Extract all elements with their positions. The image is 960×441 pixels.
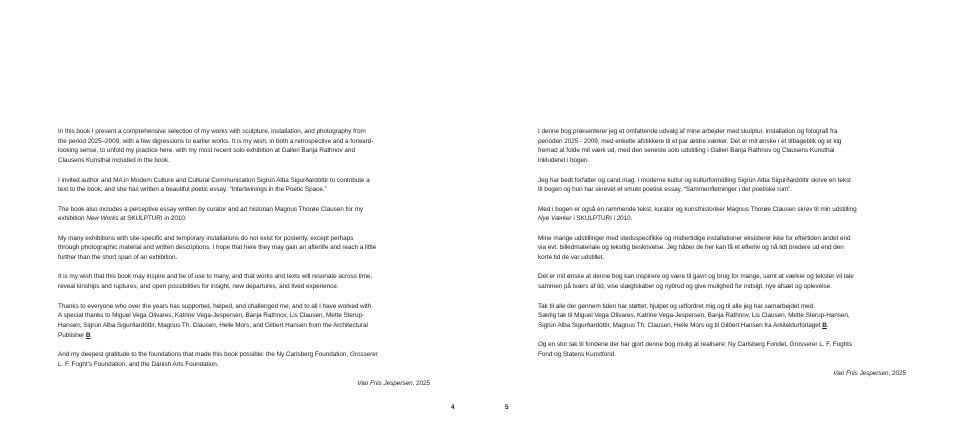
text-line: Det er mit ønske at denne bog kan inspirere og være til gavn og brug for mange, samt at værker og tekster vil tale xyxy=(538,273,854,281)
signature-name: Vao Friis Jespersen xyxy=(833,370,889,378)
text-line: via evt. billedmateriale og tekstlig beskrivelse. Jeg håber de her kan få et efterliv og nå lidt bredere ud end den xyxy=(538,244,844,252)
paragraph xyxy=(58,302,430,341)
text-line: Sigrún Alba Sigurðardóttir, Magnus Th. Clausen, Helle Mors og til Gilbert Hansen fra Arkitekturforlaget B. xyxy=(538,321,829,329)
paragraph xyxy=(538,272,906,291)
text-line: reveal kinships and ruptures, and open possibilities for insight, new departures, and lived experience. xyxy=(58,283,339,291)
text-line: perioden 2025 - 2009, med enkelte afstikkere til et par ældre værker. Det er mit ønske i et tilbageblik og et kig xyxy=(538,137,842,145)
text-line: through photographic material and written descriptions. I hope that here they may gain an afterlife and reach a little xyxy=(58,244,377,252)
text-line: til bogen og hun har skrevet et smukt poetisk essay, “Sammenfletninger i det poetiske rum”. xyxy=(538,186,792,194)
publisher-logo: B xyxy=(85,331,91,339)
text-line: In this book I present a comprehensive selection of my works with sculpture, installation, and photography from xyxy=(58,128,366,135)
paragraph xyxy=(538,340,906,359)
text-line: inkluderet i bogen. xyxy=(538,157,590,165)
text-line: I invited author and MA in Modern Culture and Cultural Communication Sigrún Alba Sigurðardóttir to contribute a xyxy=(58,176,370,184)
text-line: fremad at folde mit værk ud, med den seneste solo udstilling i Galleri Banja Rathnov og Clausens Kunsthal xyxy=(538,147,835,155)
text-line: korte tid de var udstillet. xyxy=(538,254,605,262)
signature-name: Vao Friis Jespersen xyxy=(357,380,413,388)
signature-year: , 2025 xyxy=(888,370,906,378)
paragraph xyxy=(58,176,430,195)
right-page-text xyxy=(538,127,906,379)
text-line: further than the short span of an exhibition. xyxy=(58,254,178,262)
publisher-logo: B xyxy=(822,321,827,329)
text-line: looking sense, to unfold my practice here, with my most recent solo exhibition at Galleri Banja Rathnov and xyxy=(58,147,355,155)
italic-title: Grosserer xyxy=(349,351,378,359)
text-line: Og en stor tak til fondene der har gjort denne bog mulig at realisere: Ny Carlsberg Fondet, Grosserer L. F. Foghts xyxy=(538,341,852,349)
paragraph xyxy=(58,234,430,263)
text-line: And my deepest gratitude to the foundations that made this book possible: the Ny Carlsberg Foundation, Grosserer xyxy=(58,351,378,359)
paragraph xyxy=(58,127,430,166)
signature xyxy=(58,379,430,389)
text-line: Særlig tak til Miguel Vega Olivares, Katrine Vega-Jespersen, Banja Rathnov, Lis Clausen, Mette Sterup-Hansen, xyxy=(538,312,850,320)
page-number-right: 5 xyxy=(505,404,509,411)
text-line: Mine mange udstillinger med stedsspecifikke og midlertidige installationer eksisterer ikke for eftertiden andet end xyxy=(538,234,851,242)
text-line: The book also includes a perceptive essay written by curator and art historian Magnus Thorøe Clausen for my xyxy=(58,205,363,213)
text-line: Jeg har bedt forfatter og cand.mag. i moderne kultur og kulturformidling Sigrún Alba Sigurðardóttir skrive en tekst xyxy=(538,176,851,184)
text-line: Tak til alle der gennem tiden har støttet, hjulpet og udfordret mig og til alle jeg har samarbejdet med. xyxy=(538,302,815,310)
text-line: Clausens Kunsthal included in the book. xyxy=(58,157,170,165)
text-line: Med i bogen er også en rammende tekst, kurator og kunsthistoriker Magnus Thorøe Clausen skrev til min udstilling xyxy=(538,205,857,213)
paragraph xyxy=(58,350,430,369)
italic-title: Nye Værker xyxy=(538,215,572,223)
text-line: A special thanks to Miguel Vega Olivares, Katrine Vega-Jespersen, Banja Rathnov, Lis Clausen, Mette Sterup- xyxy=(58,312,365,320)
paragraph xyxy=(538,127,906,166)
text-line: I denne bog præsenterer jeg et omfattende udvalg af mine arbejder med skulptur, installation og fotografi fra xyxy=(538,128,838,135)
text-line: It is my wish that this book may inspire and be of use to many, and that works and texts will resonate across time, xyxy=(58,273,373,281)
paragraph xyxy=(538,205,906,224)
paragraph xyxy=(58,205,430,224)
text-line: Nye Værker i SKULPTURI i 2010. xyxy=(538,215,633,223)
italic-title: New Works xyxy=(86,215,119,223)
paragraph xyxy=(538,176,906,195)
text-line: sammen på tværs af tid, vise slægtskaber og nybrud og give mulighed for indsigt, nye afsæt og oplevelse. xyxy=(538,283,832,291)
paragraph xyxy=(538,234,906,263)
page-number-left: 4 xyxy=(451,404,455,411)
left-page-text xyxy=(58,127,430,389)
text-line: the period 2025–2009, with a few digressions to earlier works. It is my wish, in both a retrospective and a forward- xyxy=(58,137,374,145)
text-line: Thanks to everyone who over the years has supported, helped, and challenged me, and to all I have worked with. xyxy=(58,302,373,310)
paragraph xyxy=(538,302,906,331)
text-line: Hansen, Sigrún Alba Sigurðardóttir, Magnus Th. Clausen, Helle Mors, and Gilbert Hansen from the Architectural xyxy=(58,321,368,329)
text-line: L. F. Foght’s Foundation, and the Danish Arts Foundation. xyxy=(58,360,219,368)
signature-year: , 2025 xyxy=(412,380,430,388)
text-line: Publisher B. xyxy=(58,331,93,339)
text-line: Fond og Statens Kunstfond. xyxy=(538,351,616,359)
paragraph xyxy=(58,272,430,291)
signature xyxy=(538,369,906,379)
text-line: My many exhibitions with site-specific and temporary installations do not exist for posterity, except perhaps xyxy=(58,234,354,242)
text-line: text to the book, and she has written a beautiful poetic essay: “Intertwinings in the Poetic Space.” xyxy=(58,186,327,194)
text-line: exhibition New Works at SKULPTURI in 2010. xyxy=(58,215,187,223)
